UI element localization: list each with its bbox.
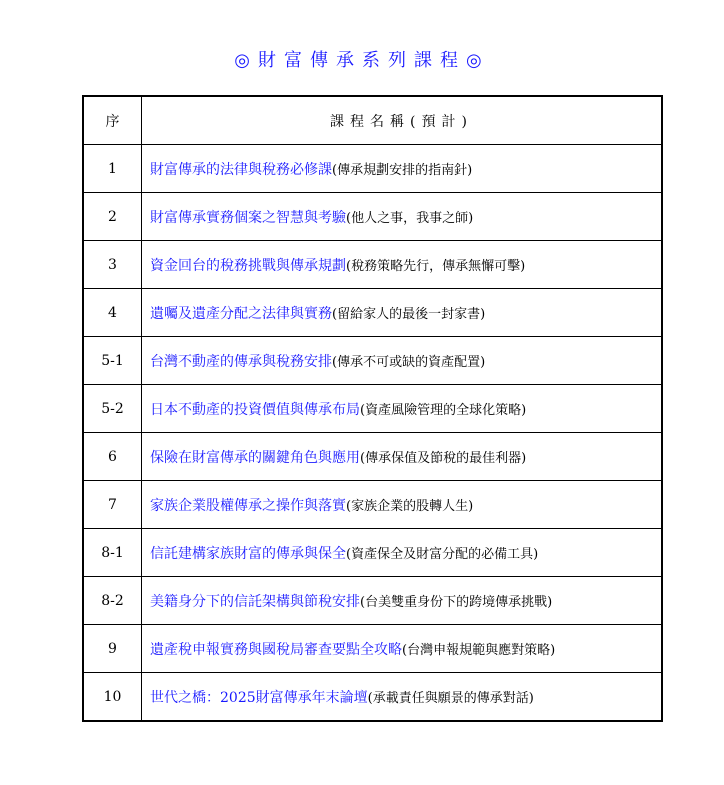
course-title: 家族企業股權傳承之操作與落實 (150, 497, 346, 514)
course-subtitle: (資產風險管理的全球化策略) (360, 402, 527, 418)
row-number: 6 (83, 433, 142, 481)
course-name-cell (142, 193, 663, 241)
header-name: 課程名稱(預計) (142, 96, 663, 145)
header-no: 序 (83, 96, 142, 145)
table-row (83, 529, 662, 577)
course-name-cell (142, 385, 663, 433)
course-title: 財富傳承實務個案之智慧與考驗 (150, 209, 346, 226)
course-name-cell (142, 481, 663, 529)
course-title: 遺產稅申報實務與國稅局審查要點全攻略 (150, 641, 402, 658)
table-row (83, 625, 662, 673)
course-title: 美籍身分下的信託架構與節稅安排 (150, 593, 360, 610)
course-title: 世代之橋：2025財富傳承年末論壇 (150, 689, 368, 706)
course-name-cell (142, 241, 663, 289)
course-subtitle: (台美雙重身份下的跨境傳承挑戰) (360, 594, 553, 610)
table-body (83, 145, 662, 722)
row-number: 5-2 (83, 385, 142, 433)
course-title: 日本不動產的投資價值與傳承布局 (150, 401, 360, 418)
row-number: 7 (83, 481, 142, 529)
course-name-cell (142, 673, 663, 722)
course-subtitle: (稅務策略先行，傳承無懈可擊) (346, 258, 526, 274)
course-title: 資金回台的稅務挑戰與傳承規劃 (150, 257, 346, 274)
course-subtitle: (資產保全及財富分配的必備工具) (346, 546, 539, 562)
course-subtitle: (傳承規劃安排的指南針) (332, 162, 473, 178)
table-row (83, 385, 662, 433)
course-title: 信託建構家族財富的傳承與保全 (150, 545, 346, 562)
course-subtitle: (他人之事，我事之師) (346, 210, 474, 226)
table-row (83, 577, 662, 625)
table-header-row (83, 96, 662, 145)
table-row (83, 433, 662, 481)
table-row (83, 289, 662, 337)
course-subtitle: (傳承不可或缺的資產配置) (332, 354, 486, 370)
course-table (82, 95, 663, 722)
course-title: 財富傳承的法律與稅務必修課 (150, 161, 332, 178)
row-number: 3 (83, 241, 142, 289)
course-name-cell (142, 529, 663, 577)
row-number: 8-2 (83, 577, 142, 625)
row-number: 10 (83, 673, 142, 722)
course-subtitle: (留給家人的最後一封家書) (332, 306, 486, 322)
course-subtitle: (傳承保值及節稅的最佳利器) (360, 450, 527, 466)
course-name-cell (142, 289, 663, 337)
table-row (83, 193, 662, 241)
course-subtitle: (承載責任與願景的傳承對話) (367, 690, 534, 706)
course-subtitle: (家族企業的股轉人生) (346, 498, 474, 514)
row-number: 9 (83, 625, 142, 673)
row-number: 5-1 (83, 337, 142, 385)
course-name-cell (142, 337, 663, 385)
course-subtitle: (台灣申報規範與應對策略) (402, 642, 556, 658)
course-name-cell (142, 433, 663, 481)
course-title: 台灣不動產的傳承與稅務安排 (150, 353, 332, 370)
row-number: 8-1 (83, 529, 142, 577)
table-row (83, 481, 662, 529)
course-title: 遺囑及遺產分配之法律與實務 (150, 305, 332, 322)
course-name-cell (142, 577, 663, 625)
course-name-cell (142, 145, 663, 193)
table-row (83, 241, 662, 289)
table-row (83, 145, 662, 193)
row-number: 1 (83, 145, 142, 193)
page-title: ◎財富傳承系列課程◎ (234, 50, 490, 71)
course-name-cell (142, 625, 663, 673)
row-number: 4 (83, 289, 142, 337)
table-row (83, 337, 662, 385)
course-title: 保險在財富傳承的關鍵角色與應用 (150, 449, 360, 466)
table-row (83, 673, 662, 722)
row-number: 2 (83, 193, 142, 241)
